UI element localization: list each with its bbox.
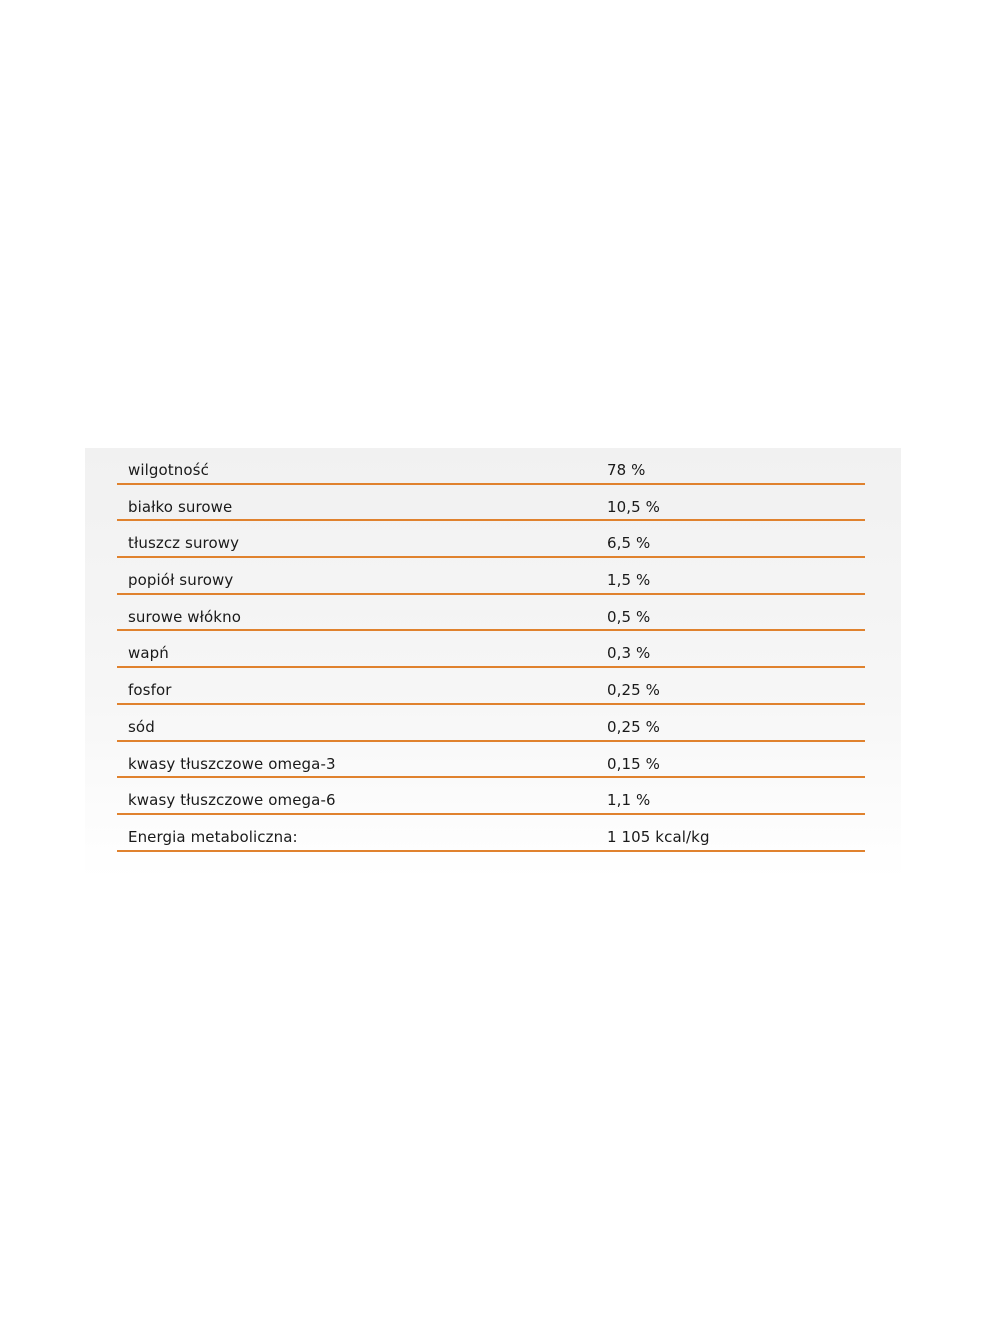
nutrient-label: kwasy tłuszczowe omega-3 — [128, 754, 336, 773]
nutrient-value: 78 % — [607, 461, 646, 479]
nutrient-value: 1,1 % — [607, 791, 651, 810]
table-row — [117, 742, 865, 779]
nutrient-label: fosfor — [128, 681, 172, 700]
nutrition-panel — [85, 448, 901, 880]
nutrient-value: 10,5 % — [607, 497, 661, 516]
nutrient-label: surowe włókno — [128, 607, 241, 626]
nutrient-label: kwasy tłuszczowe omega-6 — [128, 791, 336, 810]
nutrient-label: Energia metaboliczna: — [128, 827, 298, 846]
table-row — [117, 485, 865, 522]
nutrient-label: wapń — [128, 644, 169, 663]
table-row — [117, 778, 865, 815]
nutrient-label: wilgotność — [128, 461, 209, 479]
nutrient-value: 1 105 kcal/kg — [607, 827, 710, 846]
nutrient-label: popiół surowy — [128, 571, 234, 590]
table-row — [117, 815, 865, 852]
table-row — [117, 668, 865, 705]
table-row — [117, 448, 865, 485]
nutrient-label: tłuszcz surowy — [128, 534, 240, 553]
table-row — [117, 631, 865, 668]
table-row — [117, 558, 865, 595]
nutrient-value: 1,5 % — [607, 571, 651, 590]
table-row — [117, 705, 865, 742]
table-row — [117, 595, 865, 632]
nutrient-value: 6,5 % — [607, 534, 651, 553]
table-row — [117, 521, 865, 558]
nutrient-value: 0,25 % — [607, 717, 661, 736]
nutrient-value: 0,25 % — [607, 681, 661, 700]
nutrient-value: 0,3 % — [607, 644, 651, 663]
nutrient-value: 0,5 % — [607, 607, 651, 626]
nutrition-table — [117, 448, 865, 852]
nutrient-label: białko surowe — [128, 497, 233, 516]
nutrient-label: sód — [128, 717, 155, 736]
nutrient-value: 0,15 % — [607, 754, 661, 773]
